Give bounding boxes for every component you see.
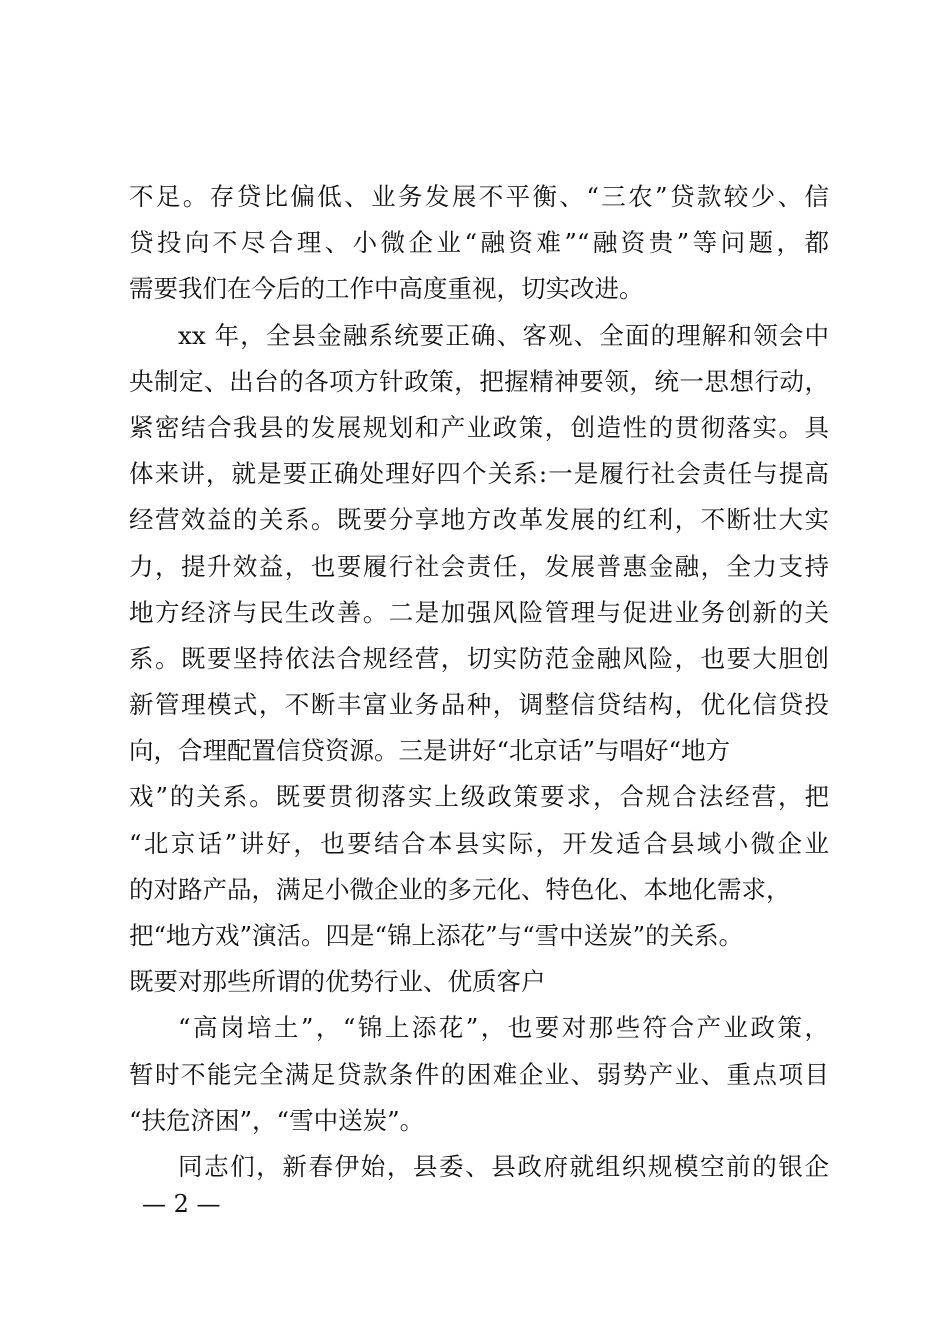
text-line: 体来讲，就是要正确处理好四个关系:一是履行社会责任与提高 (129, 459, 829, 489)
text-line: 向，合理配置信贷资源。三是讲好“北京话”与唱好“地方 (129, 736, 731, 766)
text-line: “高岗培土”，“锦上添花”，也要对那些符合产业政策， (178, 1013, 829, 1043)
text-line: 不足。存贷比偏低、业务发展不平衡、“三农”贷款较少、信 (129, 182, 829, 211)
text-line: 经营效益的关系。既要分享地方改革发展的红利，不断壮大实 (129, 505, 829, 535)
page-number: — 2 — (142, 1190, 221, 1218)
text-line: 的对路产品，满足小微企业的多元化、特色化、本地化需求， (129, 874, 791, 904)
text-line: 把“地方戏”演活。四是“锦上添花”与“雪中送炭”的关系。 (129, 921, 744, 950)
text-line: 力，提升效益，也要履行社会责任，发展普惠金融，全力支持 (129, 551, 829, 581)
text-line: 同志们，新春伊始，县委、县政府就组织规模空前的银企 (178, 1151, 829, 1181)
text-line: “扶危济困”，“雪中送炭”。 (129, 1105, 425, 1135)
text-line: xx 年，全县金融系统要正确、客观、全面的理解和领会中 (178, 320, 829, 350)
text-line: 紧密结合我县的发展规划和产业政策，创造性的贯彻落实。具 (129, 412, 829, 442)
text-line: 暂时不能完全满足贷款条件的困难企业、弱势产业、重点项目 (129, 1059, 829, 1089)
text-line: 既要对那些所谓的优势行业、优质客户 (129, 967, 546, 997)
text-line: 地方经济与民生改善。二是加强风险管理与促进业务创新的关 (129, 597, 829, 627)
text-line: 央制定、出台的各项方针政策，把握精神要领，统一思想行动， (129, 366, 829, 396)
text-line: 贷投向不尽合理、小微企业“融资难”“融资贵”等问题，都 (129, 228, 829, 258)
text-line: 需要我们在今后的工作中高度重视，切实改进。 (129, 274, 644, 304)
text-line: 戏”的关系。既要贯彻落实上级政策要求，合规合法经营，把 (129, 782, 829, 812)
text-line: 新管理模式，不断丰富业务品种，调整信贷结构，优化信贷投 (129, 690, 829, 720)
text-line: 系。既要坚持依法合规经营，切实防范金融风险，也要大胆创 (129, 643, 829, 673)
text-line: “北京话”讲好，也要结合本县实际，开发适合县域小微企业 (129, 828, 829, 858)
body-text (129, 174, 829, 1190)
